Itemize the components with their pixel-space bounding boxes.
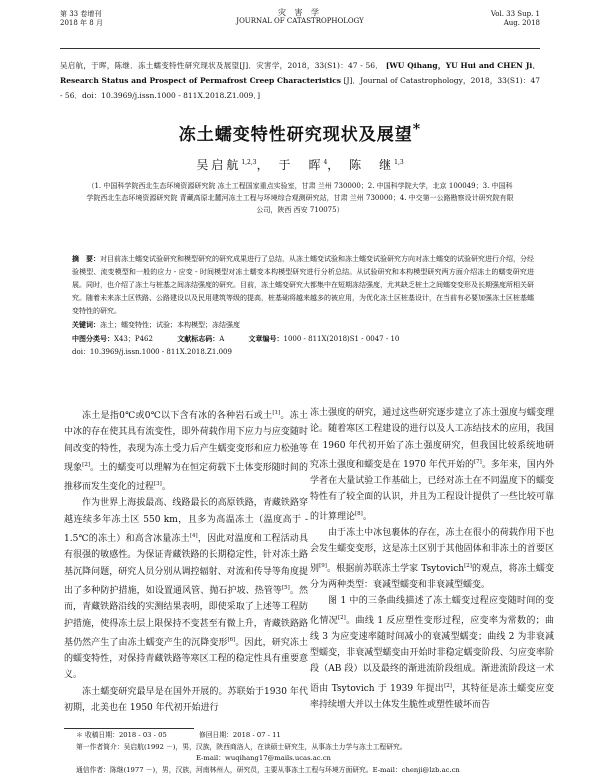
text-run: 冻土是指0℃或0℃以下含有冰的各种岩石或土 — [82, 411, 273, 421]
volume-en: Vol. 33 Sup. 1 — [490, 10, 540, 18]
text-run: 。土的蠕变可以理解为在恒定荷载下土体变形随时间的推移而发生变化的过程 — [64, 462, 308, 493]
body-column-left — [64, 405, 308, 716]
text-run: ，因此对温度和工程活动具有很强的敏感性。为保证青藏铁路的长期稳定性，针对冻土路基沉降问题，研究人员分别从调控辐射、对流和传导等角度提出了多种防护措施，如设置通风管、抛石护坡、热管等 — [64, 534, 308, 596]
reference-mark: [2] — [82, 461, 90, 468]
author-affil: 4 — [323, 159, 328, 166]
footnote — [76, 730, 540, 776]
running-header — [60, 4, 540, 36]
paper-title — [60, 120, 540, 145]
text-run: 。 — [362, 511, 372, 522]
text-run: 图 1 中的三条曲线描述了冻土蠕变过程应变随时间的变化情况 — [310, 596, 554, 626]
reference-mark: [3] — [154, 481, 162, 488]
citation-en-rest: [J]．Journal of Catastrophology，2018，33(S1)：47 - 56．doi：10.3969/j.issn.1000 - 811X.2018.Z1.009．] — [60, 76, 540, 100]
paragraph — [310, 405, 554, 525]
paragraph — [310, 593, 554, 713]
header-rule — [60, 48, 540, 49]
body-column-right — [310, 405, 554, 713]
title-footnote-mark: * — [412, 121, 422, 138]
author-name: 于 晖 — [278, 158, 324, 172]
reference-mark: [4] — [189, 533, 198, 540]
doc-label: 文献标志码： — [177, 334, 220, 343]
classification-row — [72, 332, 534, 346]
article-label: 文章编号： — [248, 334, 284, 343]
corresponding-author: 通信作者：陈继(1977 －)，男，汉族，河南林州人，研究员，主要从事冻土工程与环境方面研究。E-mail：chenji@lzb.ac.cn — [76, 765, 460, 774]
author-name: 陈 继 — [349, 158, 395, 172]
footnote-rule — [64, 728, 194, 729]
abstract-block — [72, 252, 534, 359]
reference-mark: [5] — [282, 584, 290, 591]
text-run: 。根据前苏联冻土学家 Tsytovich — [326, 563, 465, 574]
text-run: 由于冻土中冰包裹体的存在，冻土在很小的荷载作用下也会发生蠕变变形，这是冻土区别于其他固体和非冻土的首要区别 — [310, 528, 554, 574]
paragraph — [64, 495, 308, 683]
reference-mark: [2] — [338, 614, 346, 621]
journal-en: JOURNAL OF CATASTROPHOLOGY — [236, 17, 364, 25]
doc-value: A — [219, 335, 225, 343]
citation-cn: 吴启航，于晖，陈继．冻土蠕变特性研究现状及展望[J]．灾害学，2018，33(S1)：47 - 56． — [60, 61, 384, 70]
affiliations: （1. 中国科学院西北生态环境资源研究院 冻土工程国家重点实验室，甘肃 兰州 730000；2. 中国科学院大学，北京 100049；3. 中国科学院西北生态环境资源研究院 青藏高原北麓河冻土工程与环境综合观测研究站，甘肃 兰州 730000；4. 中交第一公路勘察设计研究院有限公司，陕西 西安 710075） — [86, 182, 514, 214]
text-run: 。然而，青藏铁路沿线的实测结果表明，即使采取了上述等工程防护措施，使得冻土层上限保持不变甚至有微上升，青藏铁路路基仍然产生了由冻土蠕变产生的沉降变形 — [64, 585, 308, 648]
first-author-bio: 第一作者简介：吴启航(1992 －)，男，汉族，陕西商洛人，在读硕士研究生，从事冻土力学与冻土工程研究。 — [76, 742, 407, 751]
cls-value: X43；P462 — [114, 335, 153, 343]
cls-label: 中图分类号： — [72, 334, 114, 343]
abstract-text: 对目前冻土蠕变试验研究和模型研究的研究成果进行了总结，从冻土蠕变试验和冻土蠕变试验研究方向对冻土蠕变的试验研究进行介绍，分经验模型、流变模型和一般的应力 - 应变 - 时间模型对冻土蠕变本构模型研究进行分析总结。从试验研究和本构模型研究两方面介绍冻土的蠕变研究进展。同时，也介绍了冻土与桩基之间冻结强度的研究。目前，冻土蠕变研究大都集中在短期冻结强度，尤其缺乏桩土之间蠕变变形及长期强度所相关研究。随着未来冻土区铁路、公路建设以及民用建筑等级的提高，桩基础将越来越多的被应用，为优化冻土区桩基设计，在当前有必要加强冻土区桩基蠕变特性的研究。 — [72, 255, 534, 315]
header-center — [60, 8, 540, 26]
paragraph — [310, 525, 554, 593]
text-run: 冻土强度的研究，通过这些研究逐步建立了冻土强度与蠕变理论。随着寒区工程建设的进行以及人工冻结技术的应用，我国在 1960 年代初开始了冻土强度研究，但我国比较系统地研究冻土强度和蠕变是在 1970 年代开始的 — [310, 408, 554, 470]
revised-date: 修回日期：2018 - 07 - 11 — [198, 731, 281, 739]
title-text: 冻土蠕变特性研究现状及展望 — [178, 125, 413, 145]
reference-mark: [2] — [444, 682, 452, 689]
date-cn: 2018 年 8 月 — [60, 19, 103, 27]
reference-mark: [2] — [464, 562, 472, 569]
volume-cn: 第 33 卷增刊 — [60, 10, 102, 18]
text-run: 。多年来，国内外学者在大量试验工作基础上，已经对冻土在不同温度下的蠕变特性有了较全面的认识，并且为工程设计提供了一些比较可靠的计算理论 — [310, 459, 554, 522]
text-run: 。 — [161, 482, 171, 493]
citation-en-title: Research Status and Prospect of Permafrost Creep Characteristics — [60, 76, 342, 85]
text-run: 。因此，研究冻土的蠕变特性，对保持青藏铁路等寒区工程的稳定性具有重要意义。 — [64, 637, 308, 681]
reference-mark: [8] — [355, 510, 363, 517]
reference-mark: [9] — [319, 562, 327, 569]
reference-mark: [7] — [474, 458, 482, 465]
abstract-label: 摘 要： — [72, 254, 100, 263]
text-run: 冻土蠕变研究最早是在国外开展的。苏联始于1930 年代初期，北美也在 1950 年代初开始进行 — [64, 686, 308, 714]
paragraph — [64, 684, 308, 717]
reference-mark: [1] — [272, 410, 281, 416]
keywords — [72, 318, 534, 332]
author-affil: 1,3 — [394, 159, 404, 166]
text-run: 的观点，将冻土蠕变分为两种类型：衰减型蠕变和非衰减型蠕变。 — [310, 563, 554, 590]
reference-mark: [6] — [227, 636, 236, 643]
keywords-label: 关键词： — [72, 320, 100, 329]
journal-cn: 灾 害 学 — [277, 8, 323, 17]
author-list: 吴启航$^{1,2,3}$， 于 晖$^4$， 陈 继$^{1,3}$ — [196, 158, 404, 172]
text-run: 。冻土中冰的存在使其具有流变性，即外荷载作用下应力与应变随时间改变的特性，表现为冻土受力后产生蠕变变形和应力松弛等现象 — [64, 411, 308, 473]
doi: doi：10.3969/j.issn.1000 - 811X.2018.Z1.009 — [72, 348, 232, 356]
paragraph — [64, 405, 308, 495]
keywords-text: 冻土；蠕变特性；试验；本构模型；冻结强度 — [100, 321, 240, 329]
text-run: ，其特征是冻土蠕变应变率持续增大并以土体发生脆性或塑性破坏而告 — [310, 683, 554, 711]
citation-block — [60, 58, 540, 103]
text-run: 作为世界上海拔最高、线路最长的高原铁路，青藏铁路穿越连续多年冻土区 550 km，且多为高温冻土（温度高于 - 1.5℃的冻土）和高含冰量冻土 — [64, 498, 308, 545]
abstract — [72, 252, 534, 318]
author-name: 吴启航 — [196, 158, 242, 172]
first-author-email: E-mail：wuqihang17@mails.ucas.ac.cn — [196, 754, 331, 762]
text-run: 。曲线 1 反应塑性变形过程，应变率为常数的；曲线 3 为应变速率随时间减小的衰减型蠕变；曲线 2 为非衰减型蠕变，非衰减型蠕变由开始时非稳定蠕变阶段、匀应变率阶段（AB 段）以及最终的渐进流阶段组成。渐进流阶段这一术语由 Tsytovich 于 1939 年提出 — [310, 615, 554, 694]
author-affil: 1,2,3 — [241, 159, 257, 166]
received-date: ＊ 收稿日期：2018 - 03 - 05 — [76, 731, 167, 739]
date-en: Aug. 2018 — [503, 19, 540, 27]
header-right — [491, 10, 540, 28]
article-value: 1000 - 811X(2018)S1 - 0047 - 10 — [283, 335, 400, 343]
citation-en-authors: [WU Qihang，YU Hui and CHEN Ji． — [385, 61, 541, 70]
footnote-dates — [76, 730, 540, 742]
